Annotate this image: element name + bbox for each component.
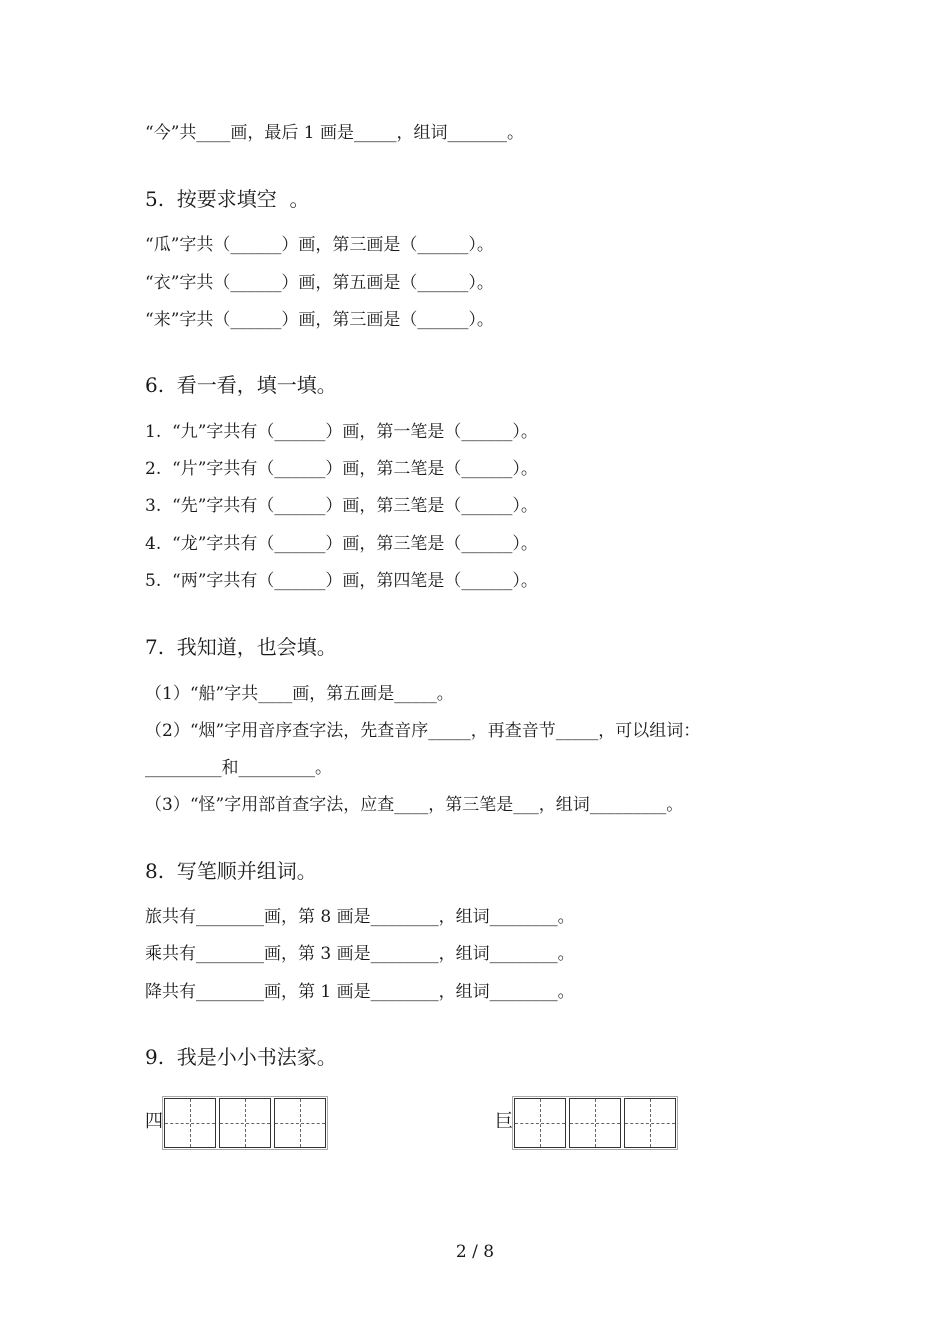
- top-line: “今”共____画，最后 1 画是_____，组词_______。: [145, 123, 525, 143]
- tianzige-row[interactable]: [162, 1096, 328, 1150]
- q5-line: “来”字共（______）画，第三画是（______）。: [145, 310, 494, 330]
- q8-line: 旅共有________画，第 8 画是________，组词________。: [145, 907, 575, 927]
- page-number: 2 / 8: [455, 1242, 495, 1262]
- q6-line: 2. “片”字共有（______）画，第二笔是（______）。: [145, 459, 538, 479]
- tianzige-cell[interactable]: [274, 1098, 326, 1148]
- q5-title: 5. 按要求填空 。: [145, 187, 310, 211]
- q5-line: “瓜”字共（______）画，第三画是（______）。: [145, 235, 494, 255]
- tianzige-cell[interactable]: [219, 1098, 271, 1148]
- q7-line: （3）“怪”字用部首查字法，应查____，第三笔是___，组词_________。: [145, 795, 684, 815]
- q8-title: 8. 写笔顺并组词。: [145, 859, 317, 883]
- practice-char: 巨: [495, 1111, 513, 1132]
- q7-title: 7. 我知道，也会填。: [145, 635, 337, 659]
- q6-title: 6. 看一看，填一填。: [145, 373, 337, 397]
- tianzige-cell[interactable]: [569, 1098, 621, 1148]
- q6-line: 5. “两”字共有（______）画，第四笔是（______）。: [145, 571, 538, 591]
- tianzige-cell[interactable]: [164, 1098, 216, 1148]
- q7-line: （1）“船”字共____画，第五画是_____。: [145, 684, 454, 704]
- q9-title: 9. 我是小小书法家。: [145, 1045, 337, 1069]
- tianzige-row[interactable]: [512, 1096, 678, 1150]
- q7-line: _________和_________。: [145, 758, 332, 778]
- tianzige-cell[interactable]: [624, 1098, 676, 1148]
- q5-line: “衣”字共（______）画，第五画是（______）。: [145, 273, 494, 293]
- q6-line: 4. “龙”字共有（______）画，第三笔是（______）。: [145, 534, 538, 554]
- practice-char: 四: [145, 1111, 163, 1132]
- q7-line: （2）“烟”字用音序查字法，先查音序_____，再查音节_____，可以组词：: [145, 721, 701, 741]
- q8-line: 降共有________画，第 1 画是________，组词________。: [145, 982, 575, 1002]
- tianzige-cell[interactable]: [514, 1098, 566, 1148]
- q6-line: 1. “九”字共有（______）画，第一笔是（______）。: [145, 422, 538, 442]
- q8-line: 乘共有________画，第 3 画是________，组词________。: [145, 944, 575, 964]
- q6-line: 3. “先”字共有（______）画，第三笔是（______）。: [145, 496, 538, 516]
